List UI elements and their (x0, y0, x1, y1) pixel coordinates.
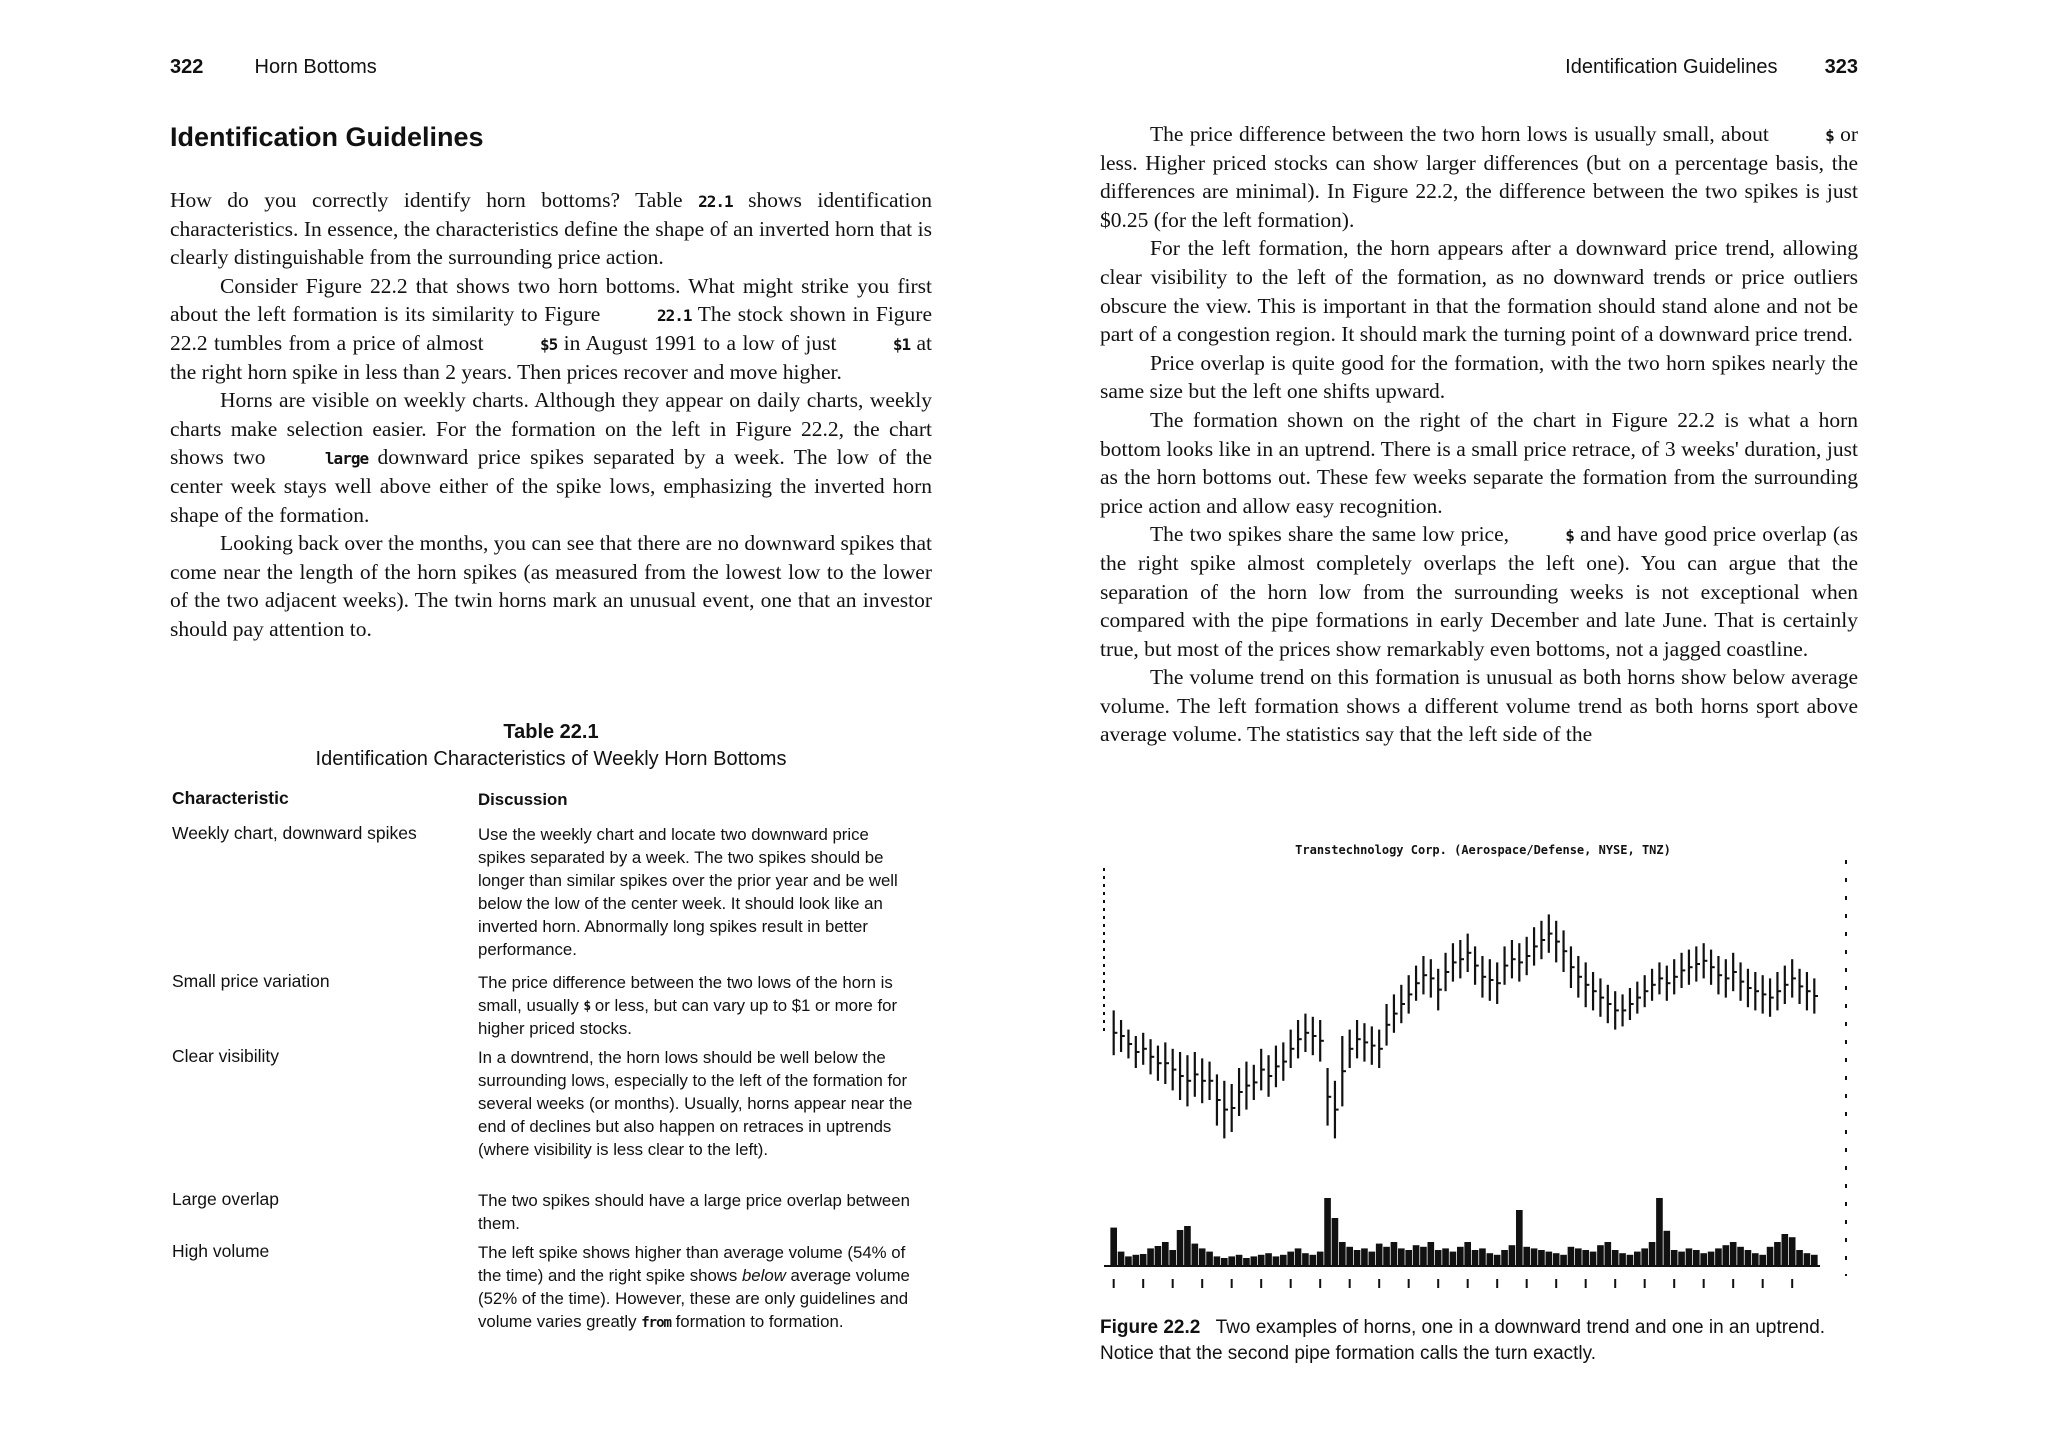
volume-bar (1140, 1254, 1147, 1266)
garbled-glyph: $ (583, 999, 591, 1015)
volume-bar (1575, 1248, 1582, 1266)
volume-bar (1287, 1252, 1294, 1266)
volume-bar (1361, 1248, 1368, 1266)
volume-bar (1553, 1253, 1560, 1266)
volume-bar (1597, 1245, 1604, 1266)
volume-bar (1811, 1255, 1818, 1266)
left-paragraph-3: Horns are visible on weekly charts. Although they appear on daily charts, weekly charts make selection easier. For the formation on the left in Figure 22.2, the chart shows two large downward price spikes separated by a week. The low of the center week stays well above either of the spike lows, emphasizing the inverted horn shape of the formation. (170, 388, 932, 527)
volume-bar (1398, 1248, 1405, 1266)
price-bars (1114, 914, 1818, 1138)
garbled-glyph: large (324, 449, 369, 469)
volume-bar (1265, 1253, 1272, 1266)
garbled-glyph: 22.1 (656, 306, 692, 326)
volume-bar (1767, 1247, 1774, 1266)
volume-bar (1545, 1252, 1552, 1266)
volume-bar (1531, 1248, 1538, 1266)
volume-bar (1191, 1244, 1198, 1266)
row-discussion: In a downtrend, the horn lows should be well below the surrounding lows, especially to the left of the formation for several weeks (or months). Usually, horns appear near the end of declines but also happen on retraces in uptrends (where visibility is less clear to the left). (478, 1048, 913, 1159)
right-body-text (1100, 120, 1858, 749)
volume-bar (1796, 1250, 1803, 1266)
volume-bar (1243, 1258, 1250, 1266)
figure-caption-text: Two examples of horns, one in a downward trend and one in an uptrend. Notice that the second pipe formation calls the turn exactly. (1100, 1317, 1826, 1364)
figure-label: Figure 22.2 (1100, 1317, 1201, 1338)
volume-bar (1427, 1242, 1434, 1266)
volume-bar (1317, 1252, 1324, 1266)
chart-title: Transtechnology Corp. (Aerospace/Defense, NYSE, TNZ) (1295, 843, 1671, 857)
volume-bar (1516, 1210, 1523, 1266)
volume-bar (1177, 1230, 1184, 1266)
volume-bar (1619, 1253, 1626, 1266)
volume-bar (1582, 1250, 1589, 1266)
volume-bar (1346, 1247, 1353, 1266)
volume-bars (1110, 1198, 1817, 1266)
volume-bar (1147, 1248, 1154, 1266)
volume-bar (1715, 1248, 1722, 1266)
volume-bar (1383, 1247, 1390, 1266)
volume-bar (1118, 1252, 1125, 1266)
row-characteristic: Clear visibility (172, 1046, 279, 1066)
volume-bar (1560, 1255, 1567, 1266)
volume-bar (1250, 1256, 1257, 1266)
volume-bar (1155, 1246, 1162, 1266)
right-paragraph-3: Price overlap is quite good for the formation, with the two horn spikes nearly the same size but the left one shifts upward. (1100, 350, 1858, 404)
volume-bar (1730, 1242, 1737, 1266)
garbled-glyph: $ (1825, 126, 1834, 146)
right-page-header (1550, 56, 1858, 79)
left-paragraph-4: Looking back over the months, you can see that there are no downward spikes that come near the length of the horn spikes (as measured from the lowest low to the lower of the two adjacent weeks). The twin horns mark an unusual event, one that an investor should pay attention to. (170, 531, 932, 641)
right-paragraph-4: The formation shown on the right of the chart in Figure 22.2 is what a horn bottom looks like in an uptrend. There is a small price retrace, of 3 weeks' duration, just as the horn bottoms out. These few weeks separate the formation from the surrounding price action and allow easy recognition. (1100, 407, 1858, 518)
identification-table (172, 788, 932, 1358)
row-discussion: The two spikes should have a large price overlap between them. (478, 1191, 910, 1233)
volume-bar (1162, 1242, 1169, 1266)
volume-bar (1649, 1242, 1656, 1266)
volume-bar (1339, 1242, 1346, 1266)
volume-bar (1302, 1253, 1309, 1266)
volume-bar (1627, 1255, 1634, 1266)
volume-bar (1280, 1255, 1287, 1266)
volume-bar (1442, 1248, 1449, 1266)
row-discussion: The price difference between the two lows of the horn is small, usually $ or less, but can vary up to $1 or more for higher priced stocks. (478, 973, 898, 1038)
volume-bar (1759, 1255, 1766, 1266)
table-caption (170, 718, 932, 772)
left-page-header (170, 56, 377, 79)
figure-caption (1100, 1315, 1860, 1367)
row-characteristic: Weekly chart, downward spikes (172, 823, 417, 843)
volume-bar (1789, 1237, 1796, 1266)
volume-bar (1671, 1250, 1678, 1266)
volume-bar (1273, 1256, 1280, 1266)
volume-bar (1391, 1242, 1398, 1266)
volume-bar (1501, 1250, 1508, 1266)
right-paragraph-6: The volume trend on this formation is unusual as both horns show below average volume. The left formation shows a different volume trend as both horns sport above average volume. The statistics say that the left side of the (1100, 665, 1858, 747)
volume-bar (1538, 1250, 1545, 1266)
volume-bar (1457, 1247, 1464, 1266)
volume-bar (1472, 1250, 1479, 1266)
price-volume-chart (1098, 836, 1868, 1296)
volume-bar (1236, 1255, 1243, 1266)
volume-bar (1169, 1250, 1176, 1266)
volume-bar (1693, 1250, 1700, 1266)
col-characteristic: Characteristic (172, 788, 289, 808)
volume-bar (1420, 1247, 1427, 1266)
volume-bar (1405, 1250, 1412, 1266)
volume-bar (1309, 1255, 1316, 1266)
volume-bar (1295, 1248, 1302, 1266)
left-paragraph-2: Consider Figure 22.2 that shows two horn bottoms. What might strike you first about the left formation is its similarity to Figure 22.1 The stock shown in Figure 22.2 tumbles from a price of almost $5 in August 1991 to a low of just $1 at the right horn spike in less than 2 years. Then prices recover and move higher. (170, 273, 932, 384)
volume-bar (1568, 1247, 1575, 1266)
volume-bar (1214, 1256, 1221, 1266)
col-discussion: Discussion (478, 790, 568, 809)
right-page-number: 323 (1824, 56, 1858, 78)
volume-bar (1752, 1253, 1759, 1266)
volume-bar (1523, 1247, 1530, 1266)
volume-bar (1656, 1198, 1663, 1266)
volume-bar (1612, 1250, 1619, 1266)
volume-bar (1184, 1226, 1191, 1266)
volume-bar (1354, 1250, 1361, 1266)
table-label: Table 22.1 (503, 721, 599, 743)
volume-bar (1700, 1253, 1707, 1266)
volume-bar (1413, 1245, 1420, 1266)
garbled-glyph: $ (1565, 526, 1574, 546)
row-discussion: Use the weekly chart and locate two downward price spikes separated by a week. The two spikes should be longer than similar spikes over the prior year and be well below the low of the center week. It should look like an inverted horn. Abnormally long spikes result in better performance. (478, 825, 898, 959)
volume-bar (1804, 1253, 1811, 1266)
volume-bar (1678, 1252, 1685, 1266)
left-running-title: Horn Bottoms (254, 56, 377, 78)
figure-chart (1098, 836, 1868, 1296)
volume-bar (1464, 1242, 1471, 1266)
volume-bar (1486, 1253, 1493, 1266)
volume-bar (1641, 1248, 1648, 1266)
volume-bar (1368, 1252, 1375, 1266)
row-characteristic: High volume (172, 1241, 270, 1261)
right-paragraph-1: The price difference between the two horn lows is usually small, about $ or less. Higher priced stocks can show larger differences (but on a percentage basis, the differences are minimal). In Figure 22.2, the difference between the two spikes is just $0.25 (for the left formation). (1100, 122, 1858, 232)
volume-bar (1324, 1198, 1331, 1266)
left-paragraph-1: How do you correctly identify horn bottoms? Table 22.1 shows identification characteristics. In essence, the characteristics define the shape of an inverted horn that is clearly distinguishable from the surrounding price action. (170, 188, 932, 270)
volume-bar (1228, 1256, 1235, 1266)
volume-bar (1494, 1255, 1501, 1266)
volume-bar (1774, 1242, 1781, 1266)
volume-bar (1686, 1248, 1693, 1266)
volume-bar (1745, 1250, 1752, 1266)
volume-bar (1450, 1252, 1457, 1266)
right-paragraph-5: The two spikes share the same low price, $ and have good price overlap (as the right spike almost completely overlaps the left one). You can argue that the separation of the horn low from the surrounding weeks is not exceptional when compared with the pipe formations in early December and late June. That is certainly true, but most of the prices show remarkably even bottoms, not a jagged coastline. (1100, 522, 1859, 661)
volume-bar (1737, 1247, 1744, 1266)
right-running-title: Identification Guidelines (1565, 56, 1778, 78)
x-axis-ticks (1114, 1279, 1793, 1288)
volume-bar (1332, 1218, 1339, 1266)
volume-bar (1604, 1242, 1611, 1266)
volume-bar (1376, 1244, 1383, 1266)
volume-bar (1509, 1245, 1516, 1266)
volume-bar (1663, 1231, 1670, 1266)
right-paragraph-2: For the left formation, the horn appears after a downward price trend, allowing clear visibility to the left of the formation, as no downward trends or price outliers obscure the view. This is important in that the formation should stand alone and not be part of a congestion region. It should mark the turning point of a downward price trend. (1100, 236, 1858, 347)
volume-bar (1206, 1252, 1213, 1266)
volume-bar (1125, 1256, 1132, 1266)
volume-bar (1221, 1258, 1228, 1266)
volume-bar (1722, 1245, 1729, 1266)
volume-bar (1132, 1255, 1139, 1266)
volume-bar (1634, 1252, 1641, 1266)
garbled-glyph: from (641, 1314, 671, 1331)
volume-bar (1110, 1228, 1117, 1266)
garbled-glyph: $5 (539, 335, 558, 355)
volume-bar (1258, 1255, 1265, 1266)
row-characteristic: Small price variation (172, 971, 330, 991)
left-page-number: 322 (170, 56, 204, 78)
volume-bar (1479, 1248, 1486, 1266)
volume-bar (1708, 1252, 1715, 1266)
row-characteristic: Large overlap (172, 1189, 280, 1209)
table-title: Identification Characteristics of Weekly Horn Bottoms (315, 748, 787, 770)
volume-bar (1781, 1234, 1788, 1266)
garbled-glyph: $1 (892, 335, 911, 355)
row-discussion: The left spike shows higher than average volume (54% of the time) and the right spike shows below average volume (52% of the time). However, these are only guidelines and volume varies greatly from formation to formation. (478, 1243, 910, 1331)
section-title: Identification Guidelines (170, 122, 484, 152)
volume-bar (1590, 1252, 1597, 1266)
garbled-glyph: 22.1 (698, 192, 733, 212)
volume-bar (1199, 1248, 1206, 1266)
volume-bar (1435, 1250, 1442, 1266)
left-body-text (170, 186, 932, 644)
